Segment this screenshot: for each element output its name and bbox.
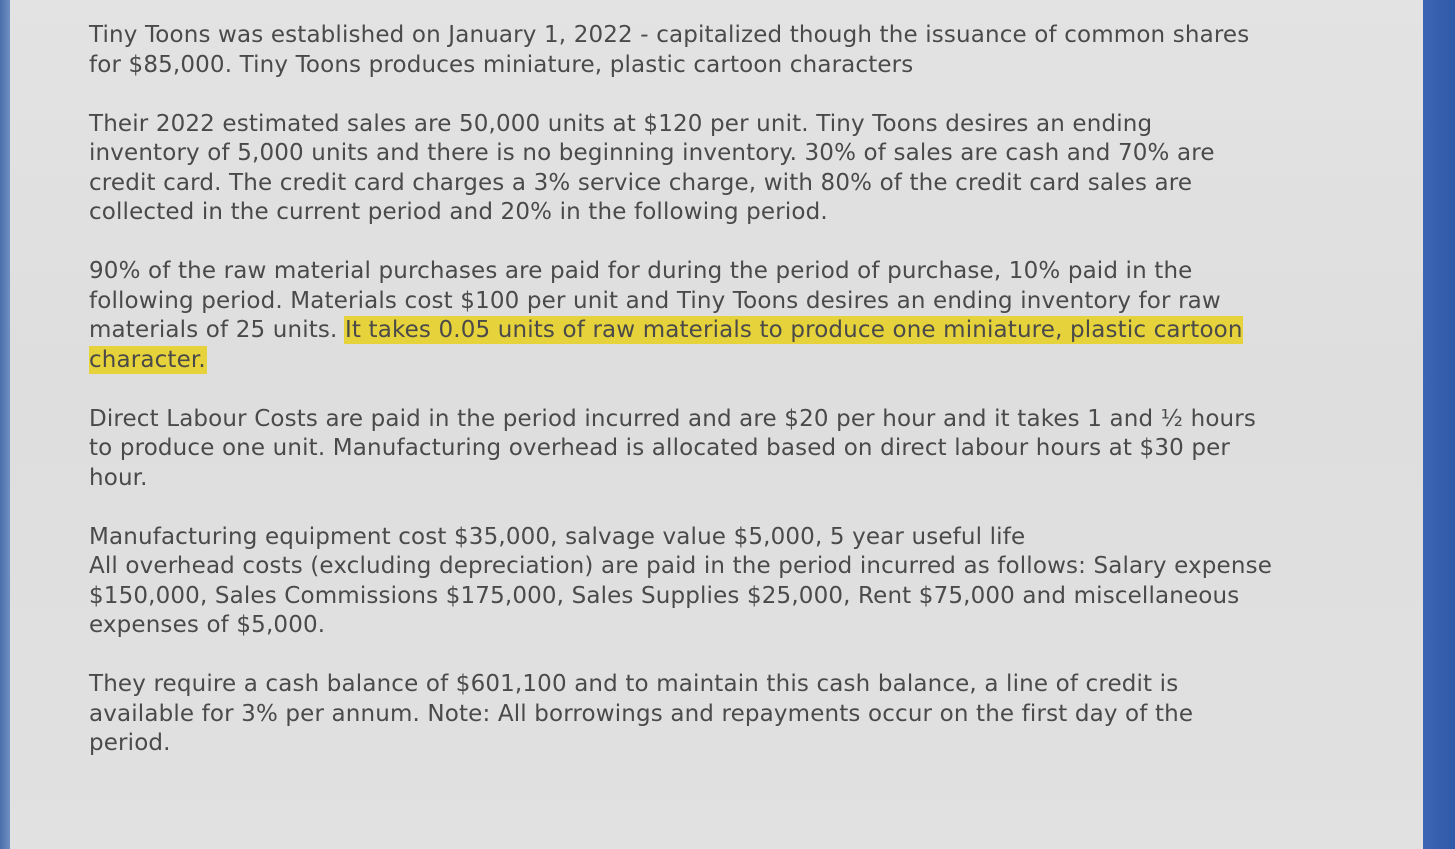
paragraph-overhead: Manufacturing equipment cost $35,000, salvage value $5,000, 5 year useful life All overhead costs (excluding depreciation) are paid in the period incurred as follows: Salary expense $150,000, Sales Commissions $175,000, Sales Supplies $25,000, Rent $75,000 and miscellaneous expenses of $5,000.: [89, 523, 1272, 638]
paragraph-direct-labour: Direct Labour Costs are paid in the period incurred and are $20 per hour and it takes 1 and ½ hours to produce one unit. Manufacturing overhead is allocated based on direct labour hours at $30 per hour.: [89, 405, 1257, 491]
monitor-left-bezel: [0, 0, 10, 849]
paragraph-company-info: Tiny Toons was established on January 1, 2022 - capitalized though the issuance of common shares for $85,000. Tiny Toons produces miniature, plastic cartoon characters: [89, 22, 1250, 78]
document-body: [89, 21, 1351, 788]
raw-materials-text: 90% of the raw material purchases are paid for during the period of purchase, 10% paid in the following period. Materials cost $100 per unit and Tiny Toons desires an ending inventory for raw materials of 25 units.: [89, 258, 1221, 343]
paragraph-raw-materials: [89, 257, 1351, 375]
paragraph-cash-balance: They require a cash balance of $601,100 and to maintain this cash balance, a line of credit is available for 3% per annum. Note: All borrowings and repayments occur on the first day of the period.: [89, 671, 1194, 756]
highlighted-text: It takes 0.05 units of raw materials to produce one miniature, plastic cartoon character.: [89, 317, 1243, 373]
monitor-right-bezel: [1423, 0, 1455, 849]
document-screen: [10, 0, 1423, 849]
paragraph-sales: Their 2022 estimated sales are 50,000 units at $120 per unit. Tiny Toons desires an ending inventory of 5,000 units and there is no beginning inventory. 30% of sales are cash and 70% are credit card. The credit card charges a 3% service charge, with 80% of the credit card sales are collected in the current period and 20% in the following period.: [89, 110, 1215, 225]
